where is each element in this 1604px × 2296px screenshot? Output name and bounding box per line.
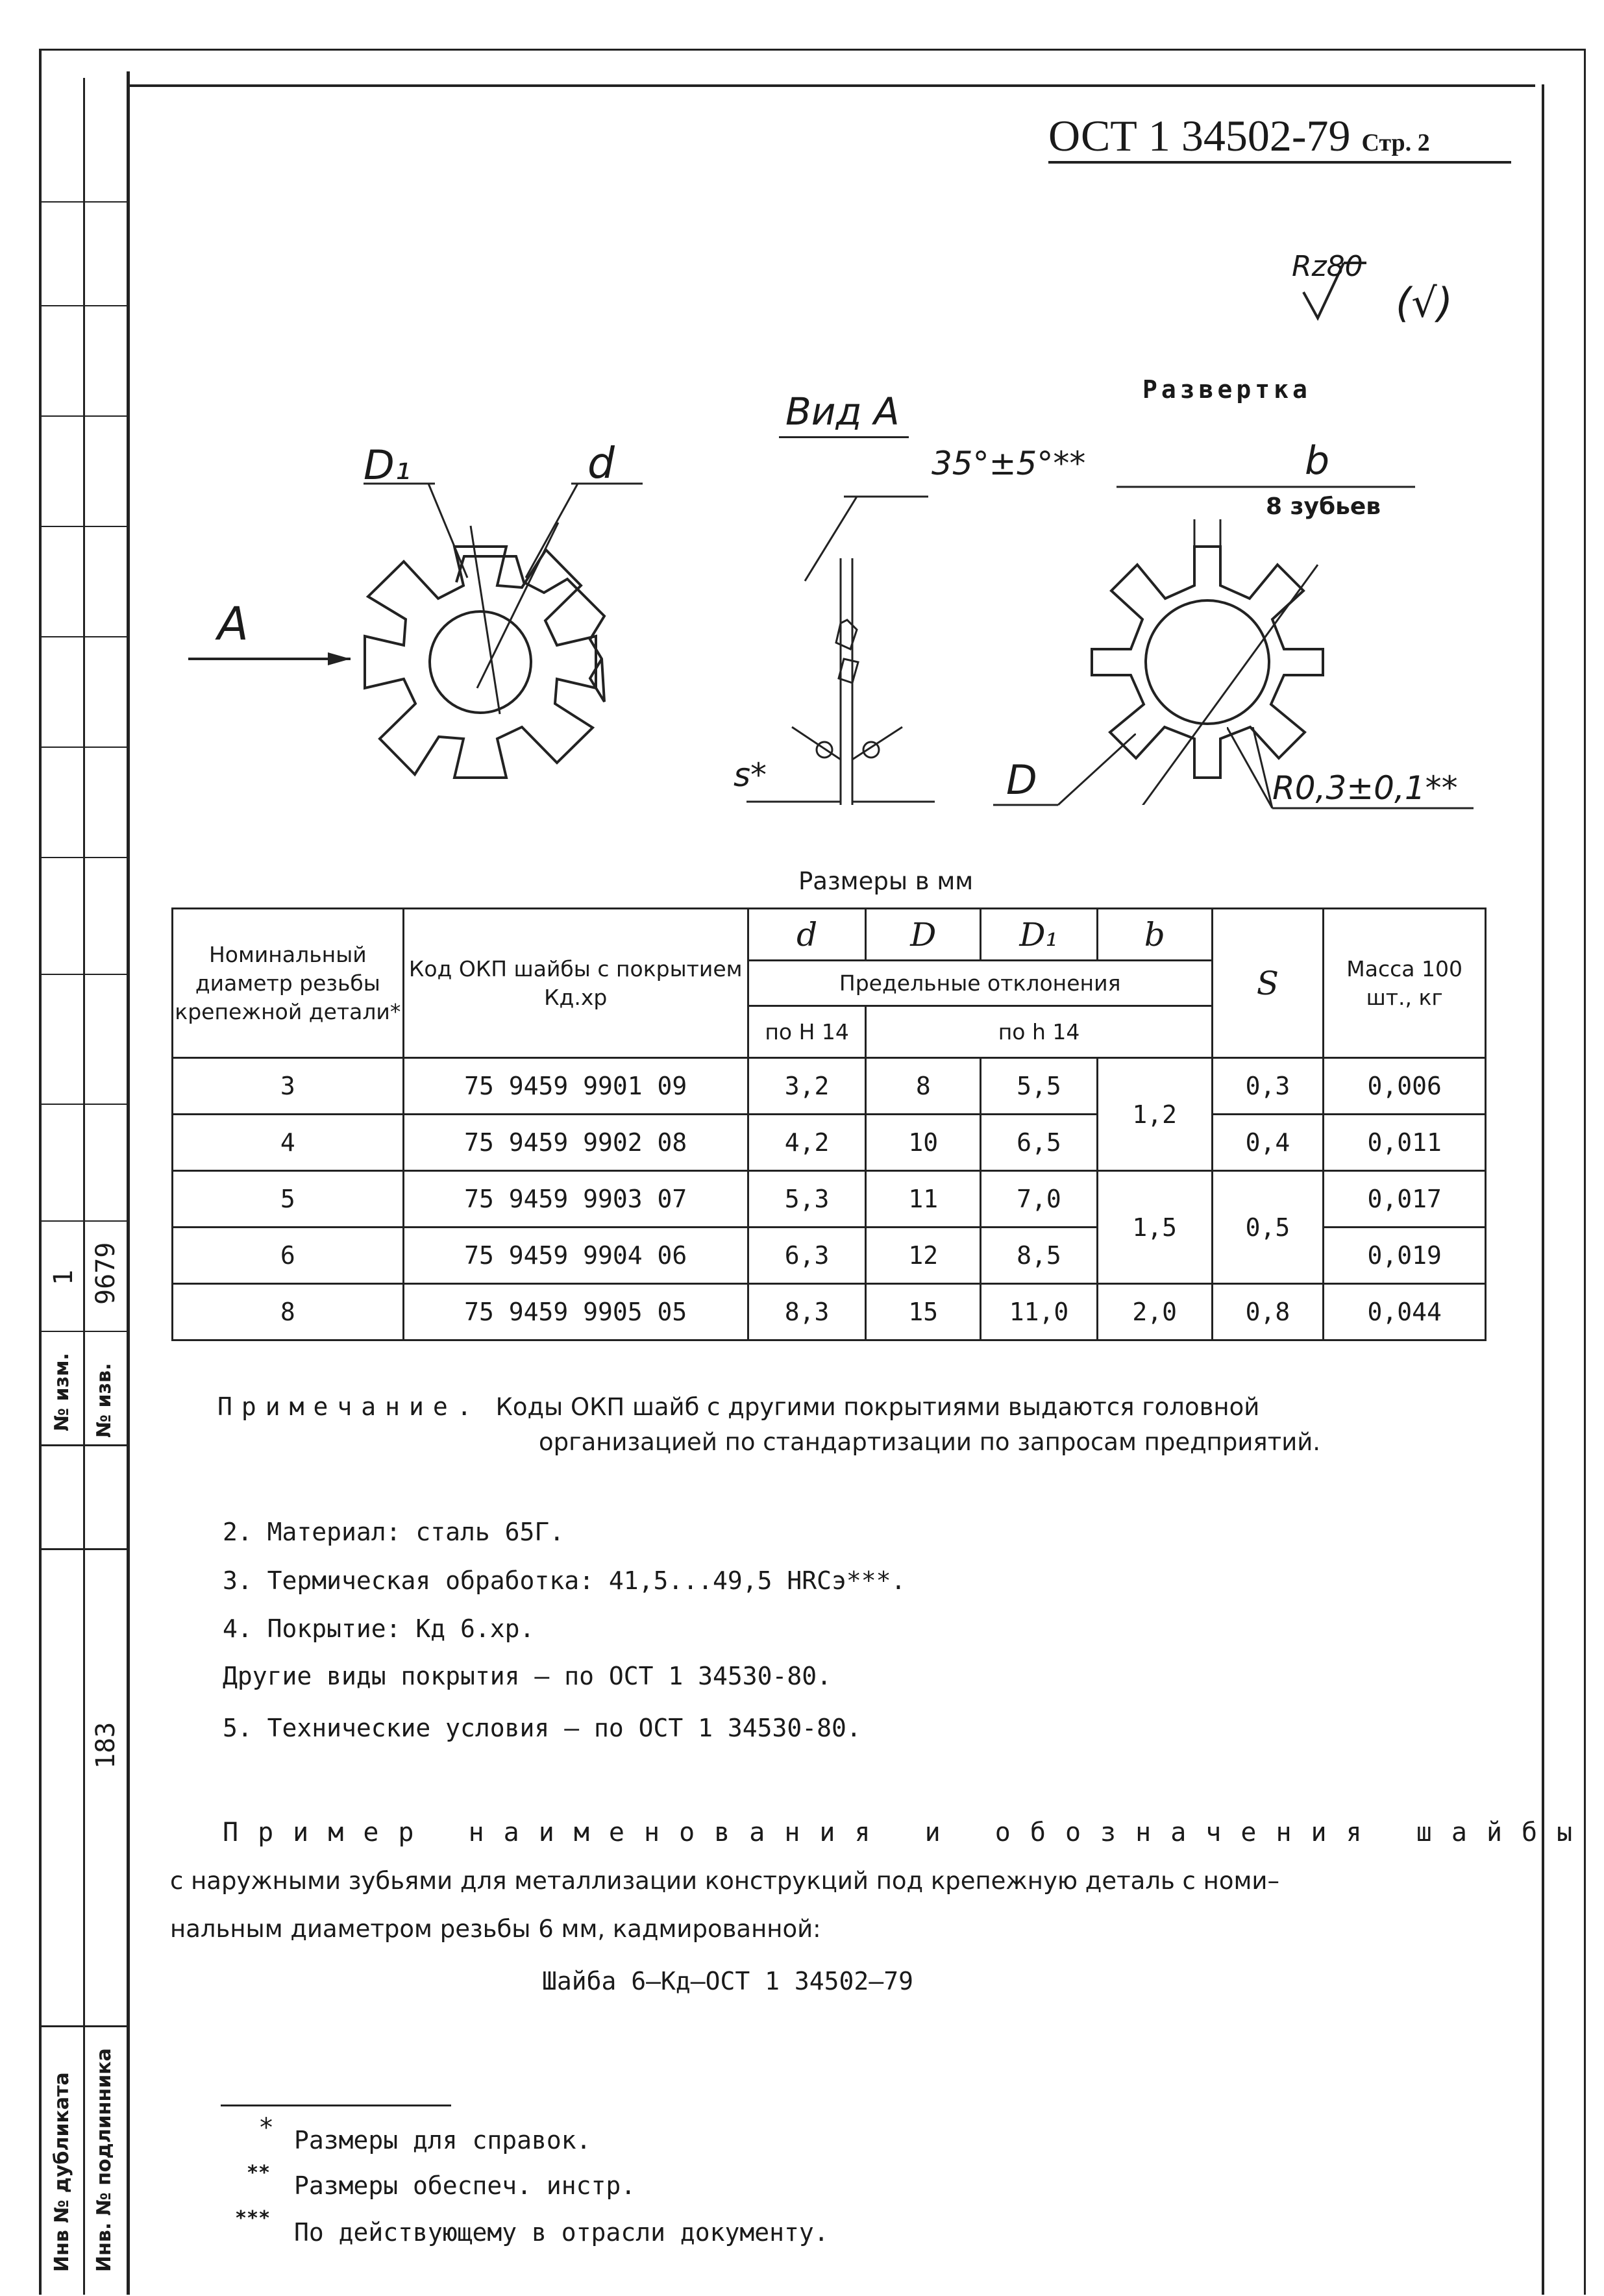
label-b: b: [1305, 438, 1330, 484]
col-okp-code: Код ОКП шайбы с покрытием Кд.хр: [403, 909, 748, 1058]
note-line-1: [217, 1392, 1259, 1421]
radius-label: R0,3±0,1**: [1272, 769, 1458, 807]
col-b: b: [1097, 909, 1212, 961]
unfold-label: Развертка: [1142, 375, 1311, 404]
leader-D: [993, 734, 1136, 811]
frame-left-outer: [39, 49, 42, 2295]
document-number: 9679: [91, 1242, 121, 1305]
leader-radius: [1227, 727, 1474, 811]
thickness-label: s*: [734, 756, 767, 794]
item-heat-treatment: 3. Термическая обработка: 41,5...49,5 HRCэ***.: [223, 1566, 906, 1595]
note-text-1: Коды ОКП шайб с другими покрытиями выдаются головной: [495, 1393, 1260, 1421]
footnote-1: Размеры для справок.: [294, 2126, 591, 2154]
label-D: D: [1006, 756, 1037, 804]
col-mass: Масса 100 шт., кг: [1324, 909, 1486, 1058]
arrow-label-a: A: [217, 597, 249, 650]
item-coating: 4. Покрытие: Кд 6.хр.: [223, 1614, 535, 1643]
example-line-2: нальным диаметром резьбы 6 мм, кадмированной:: [170, 1915, 821, 1943]
tolerance-h14: по h 14: [866, 1006, 1212, 1058]
angle-label: 35°±5°**: [932, 445, 1086, 482]
leader-lines-left: [364, 480, 649, 584]
teeth-count: 8 зубьев: [1266, 493, 1381, 520]
view-arrow: [188, 639, 364, 678]
label-duplicate-inv: Инв № дубликата: [51, 2072, 73, 2272]
col-s: S: [1212, 909, 1324, 1058]
footnote-2-mark: **: [247, 2162, 271, 2184]
note-label: Примечание.: [217, 1392, 481, 1421]
header-underline: [1048, 161, 1511, 164]
item-tech-conditions: 5. Технические условия – по ОСТ 1 34530-80.: [223, 1714, 861, 1742]
washer-hole: [430, 611, 531, 713]
col-D: D: [866, 909, 981, 961]
col-D1: D₁: [981, 909, 1098, 961]
table-row: 3 75 9459 9901 09 3,2 8 5,5 1,2 0,3 0,006: [173, 1058, 1486, 1115]
page-number: Стр. 2: [1361, 129, 1430, 156]
frame-top-outer: [39, 49, 1584, 51]
footnote-3: По действующему в отрасли документу.: [294, 2218, 829, 2247]
table-row: 8 75 9459 9905 05 8,3 15 11,0 2,0 0,8 0,044: [173, 1284, 1486, 1340]
item-material: 2. Материал: сталь 65Г.: [223, 1518, 565, 1546]
standard-code: ОСТ 1 34502-79: [1048, 111, 1351, 160]
limit-deviations: Предельные отклонения: [748, 961, 1212, 1006]
table-row: 6 75 9459 9904 06 6,3 12 8,5 0,019: [173, 1228, 1486, 1284]
example-designation: Шайба 6–Кд–ОСТ 1 34502–79: [542, 1967, 913, 1995]
label-d1: D₁: [364, 441, 411, 489]
dimensions-table: [171, 907, 1487, 1341]
example-heading: Пример наименования и обозначения шайбы: [223, 1818, 1592, 1847]
roughness-value: Rz80: [1292, 250, 1363, 283]
view-a-underline: [779, 436, 909, 438]
roughness-alt: (√): [1396, 279, 1453, 327]
label-d: d: [587, 438, 615, 488]
frame-stub-mid: [83, 78, 85, 2295]
frame-right: [1542, 84, 1544, 2295]
tolerance-H14: по H 14: [748, 1006, 866, 1058]
label-original-inv: Инв. № подлинника: [93, 2048, 116, 2272]
col-nominal-diameter: Номинальный диаметр резьбы крепежной детали*: [173, 909, 404, 1058]
item-other-coatings: Другие виды покрытия – по ОСТ 1 34530-80.: [223, 1662, 832, 1690]
dimension-b: [1117, 474, 1415, 500]
label-doc-no: № изв.: [93, 1363, 116, 1438]
example-line-1: с наружными зубьями для металлизации конструкций под крепежную деталь с номи–: [170, 1867, 1279, 1895]
label-change-no: № изм.: [51, 1353, 73, 1431]
frame-top: [127, 84, 1535, 87]
footnote-1-mark: *: [258, 2113, 275, 2143]
footnote-separator: [221, 2105, 451, 2106]
table-row: 4 75 9459 9902 08 4,2 10 6,5 0,4 0,011: [173, 1115, 1486, 1171]
table-row: 5 75 9459 9903 07 5,3 11 7,0 1,5 0,5 0,017: [173, 1171, 1486, 1228]
footnote-3-mark: ***: [235, 2207, 271, 2230]
view-a-label: Вид А: [785, 389, 900, 434]
table-caption: Размеры в мм: [798, 867, 974, 895]
note-line-2: организацией по стандартизации по запросам предприятий.: [539, 1428, 1321, 1456]
col-d: d: [748, 909, 866, 961]
footnote-2: Размеры обеспеч. инстр.: [294, 2171, 636, 2200]
frame-right-outer: [1584, 49, 1586, 2295]
document-header: [1048, 110, 1430, 162]
inventory-number: 183: [91, 1722, 121, 1769]
change-number: 1: [49, 1269, 79, 1285]
